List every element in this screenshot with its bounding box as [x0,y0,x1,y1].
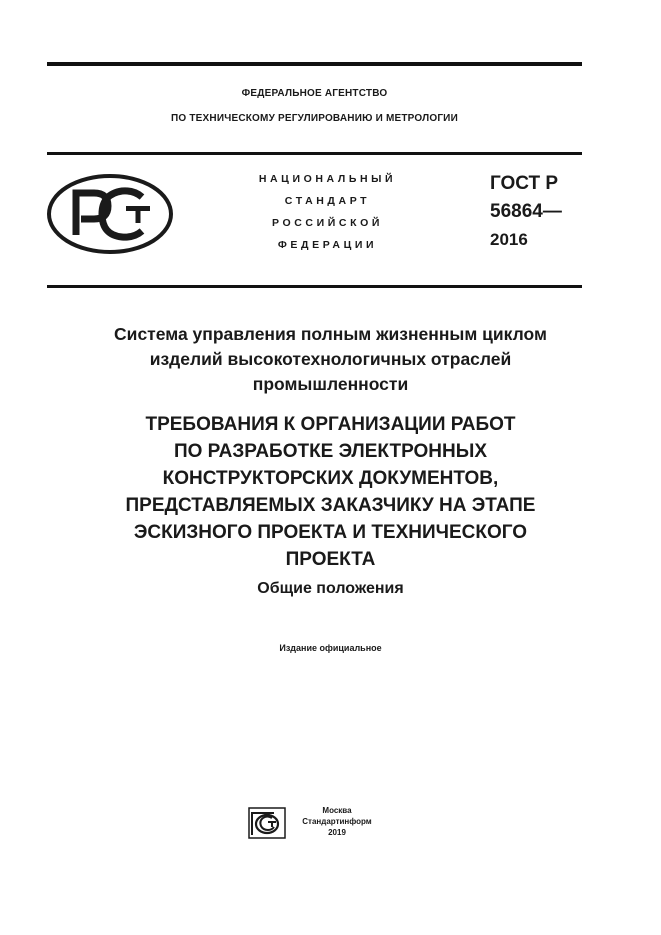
main-title-line-6: ПРОЕКТА [285,549,376,570]
national-standard-line-2: СТАНДАРТ [284,195,371,207]
system-title-line-1: Система управления полным жизненным циклом [114,324,547,344]
national-standard-line-3: РОССИЙСКОЙ [272,217,383,229]
agency-line-1: ФЕДЕРАЛЬНОЕ АГЕНТСТВО [241,88,388,99]
gost-number: 56864— [490,201,562,222]
main-title-line-4: ПРЕДСТАВЛЯЕМЫХ ЗАКАЗЧИКУ НА ЭТАПЕ [125,495,536,516]
rst-certification-logo-icon [46,173,174,255]
national-standard-line-4: ФЕДЕРАЦИИ [277,239,378,251]
main-title-line-2: ПО РАЗРАБОТКЕ ЭЛЕКТРОННЫХ [173,441,488,462]
publisher-info [292,805,382,838]
publisher-name: Стандартинформ [302,817,372,826]
standartinform-logo-icon [248,807,286,839]
gost-label: ГОСТ Р [490,173,559,194]
main-title-line-1: ТРЕБОВАНИЯ К ОРГАНИЗАЦИИ РАБОТ [145,414,516,435]
general-provisions: Общие положения [257,580,404,597]
publisher-city: Москва [322,806,352,815]
official-edition: Издание официальное [279,643,382,653]
header-rule [47,152,582,155]
top-rule [47,62,582,66]
system-title [40,322,621,397]
publisher-year: 2019 [328,828,346,837]
gost-year: 2016 [490,230,528,249]
main-title-line-3: КОНСТРУКТОРСКИХ ДОКУМЕНТОВ, [162,468,499,489]
title-rule [47,285,582,288]
agency-line-2: ПО ТЕХНИЧЕСКОМУ РЕГУЛИРОВАНИЮ И МЕТРОЛОГИИ [171,113,458,124]
gost-designation [490,170,562,254]
main-title-line-5: ЭСКИЗНОГО ПРОЕКТА И ТЕХНИЧЕСКОГО [133,522,528,543]
main-title [40,411,621,573]
national-standard-line-1: НАЦИОНАЛЬНЫЙ [258,173,397,185]
system-title-line-2: изделий высокотехнологичных отраслей [149,349,512,369]
system-title-line-3: промышленности [252,374,409,394]
